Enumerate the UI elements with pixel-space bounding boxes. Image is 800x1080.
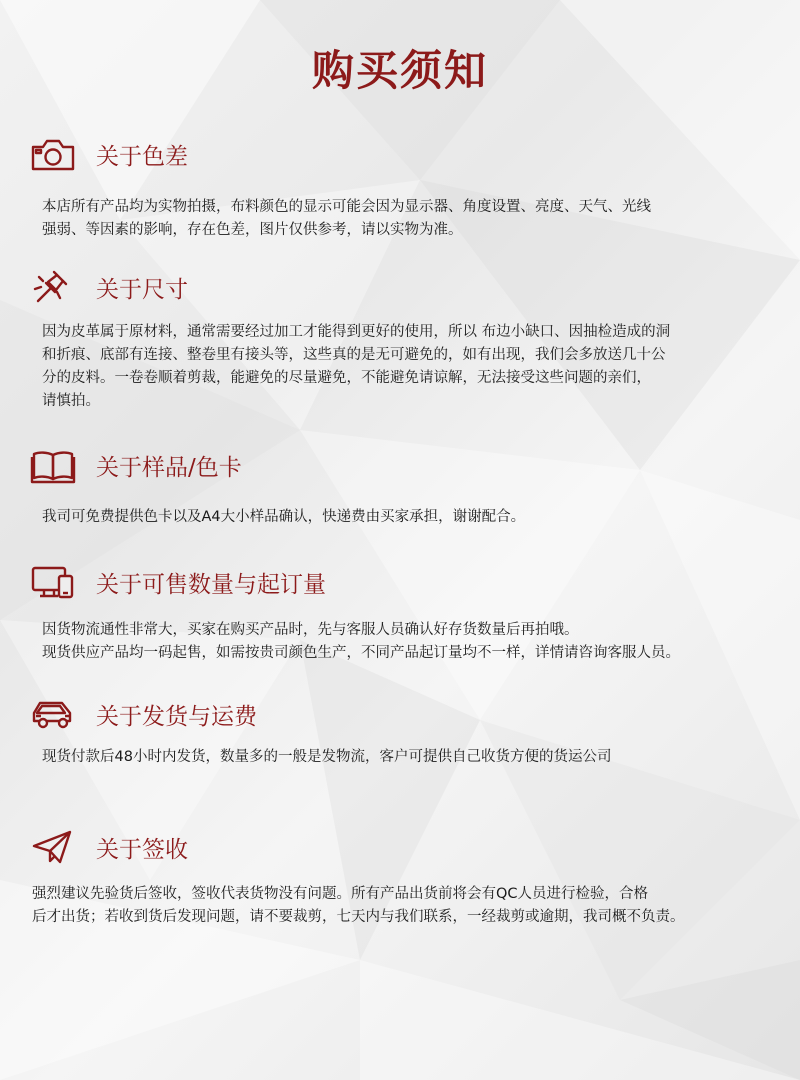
section-quantity-text bbox=[42, 619, 782, 665]
car-icon bbox=[28, 694, 78, 734]
section-sample-header bbox=[28, 443, 242, 487]
book-icon bbox=[28, 445, 78, 485]
paragraph-line: 现货供应产品均一码起售，如需按贵司颜色生产，不同产品起订量均不一样，详情请咨询客服人员。 bbox=[42, 645, 680, 661]
devices-icon bbox=[28, 562, 78, 602]
section-sample-text bbox=[42, 506, 782, 529]
section-shipping-header bbox=[28, 692, 257, 736]
paper-plane-icon bbox=[28, 827, 78, 867]
paragraph-line: 我司可免费提供色卡以及A4大小样品确认，快递费由买家承担，谢谢配合。 bbox=[42, 509, 526, 525]
section-heading: 关于签收 bbox=[96, 836, 188, 863]
section-color-difference-header bbox=[28, 132, 188, 176]
section-color-difference-text bbox=[42, 196, 782, 242]
page-title: 购买须知 bbox=[311, 46, 488, 95]
section-shipping-text bbox=[42, 746, 782, 769]
paragraph-line: 后才出货；若收到货后发现问题，请不要裁剪，七天内与我们联系，一经裁剪或逾期，我司概不负责。 bbox=[32, 909, 685, 925]
paragraph-line: 强烈建议先验货后签收，签收代表货物没有问题。所有产品出货前将会有QC人员进行检验，合格 bbox=[32, 886, 649, 902]
paragraph-line: 强弱、等因素的影响，存在色差，图片仅供参考，请以实物为准。 bbox=[42, 222, 463, 238]
paragraph-line: 请慎拍。 bbox=[42, 393, 100, 409]
paragraph-line: 分的皮料。一卷卷顺着剪裁，能避免的尽量避免，不能避免请谅解，无法接受这些问题的亲们， bbox=[42, 370, 651, 386]
section-heading: 关于发货与运费 bbox=[96, 703, 257, 730]
paragraph-line: 本店所有产品均为实物拍摄，布料颜色的显示可能会因为显示器、角度设置、亮度、天气、光线 bbox=[42, 199, 651, 215]
section-receipt-text bbox=[32, 883, 792, 929]
section-heading: 关于尺寸 bbox=[96, 276, 188, 303]
section-size-text bbox=[42, 321, 782, 413]
paragraph-line: 因货物流通性非常大，买家在购买产品时，先与客服人员确认好存货数量后再拍哦。 bbox=[42, 622, 579, 638]
pin-icon bbox=[28, 267, 78, 307]
paragraph-line: 因为皮革属于原材料，通常需要经过加工才能得到更好的使用，所以 布边小缺口、因抽检造成的洞 bbox=[42, 324, 671, 340]
section-heading: 关于样品/色卡 bbox=[96, 454, 242, 481]
section-receipt-header bbox=[28, 825, 188, 869]
paragraph-line: 现货付款后48小时内发货，数量多的一般是发物流，客户可提供自己收货方便的货运公司 bbox=[42, 749, 612, 765]
section-quantity-header bbox=[28, 560, 326, 604]
camera-icon bbox=[28, 134, 78, 174]
section-heading: 关于色差 bbox=[96, 143, 188, 170]
paragraph-line: 和折痕、底部有连接、整卷里有接头等，这些真的是无可避免的，如有出现，我们会多放送几十公 bbox=[42, 347, 666, 363]
section-size-header bbox=[28, 265, 188, 309]
section-heading: 关于可售数量与起订量 bbox=[96, 571, 326, 598]
